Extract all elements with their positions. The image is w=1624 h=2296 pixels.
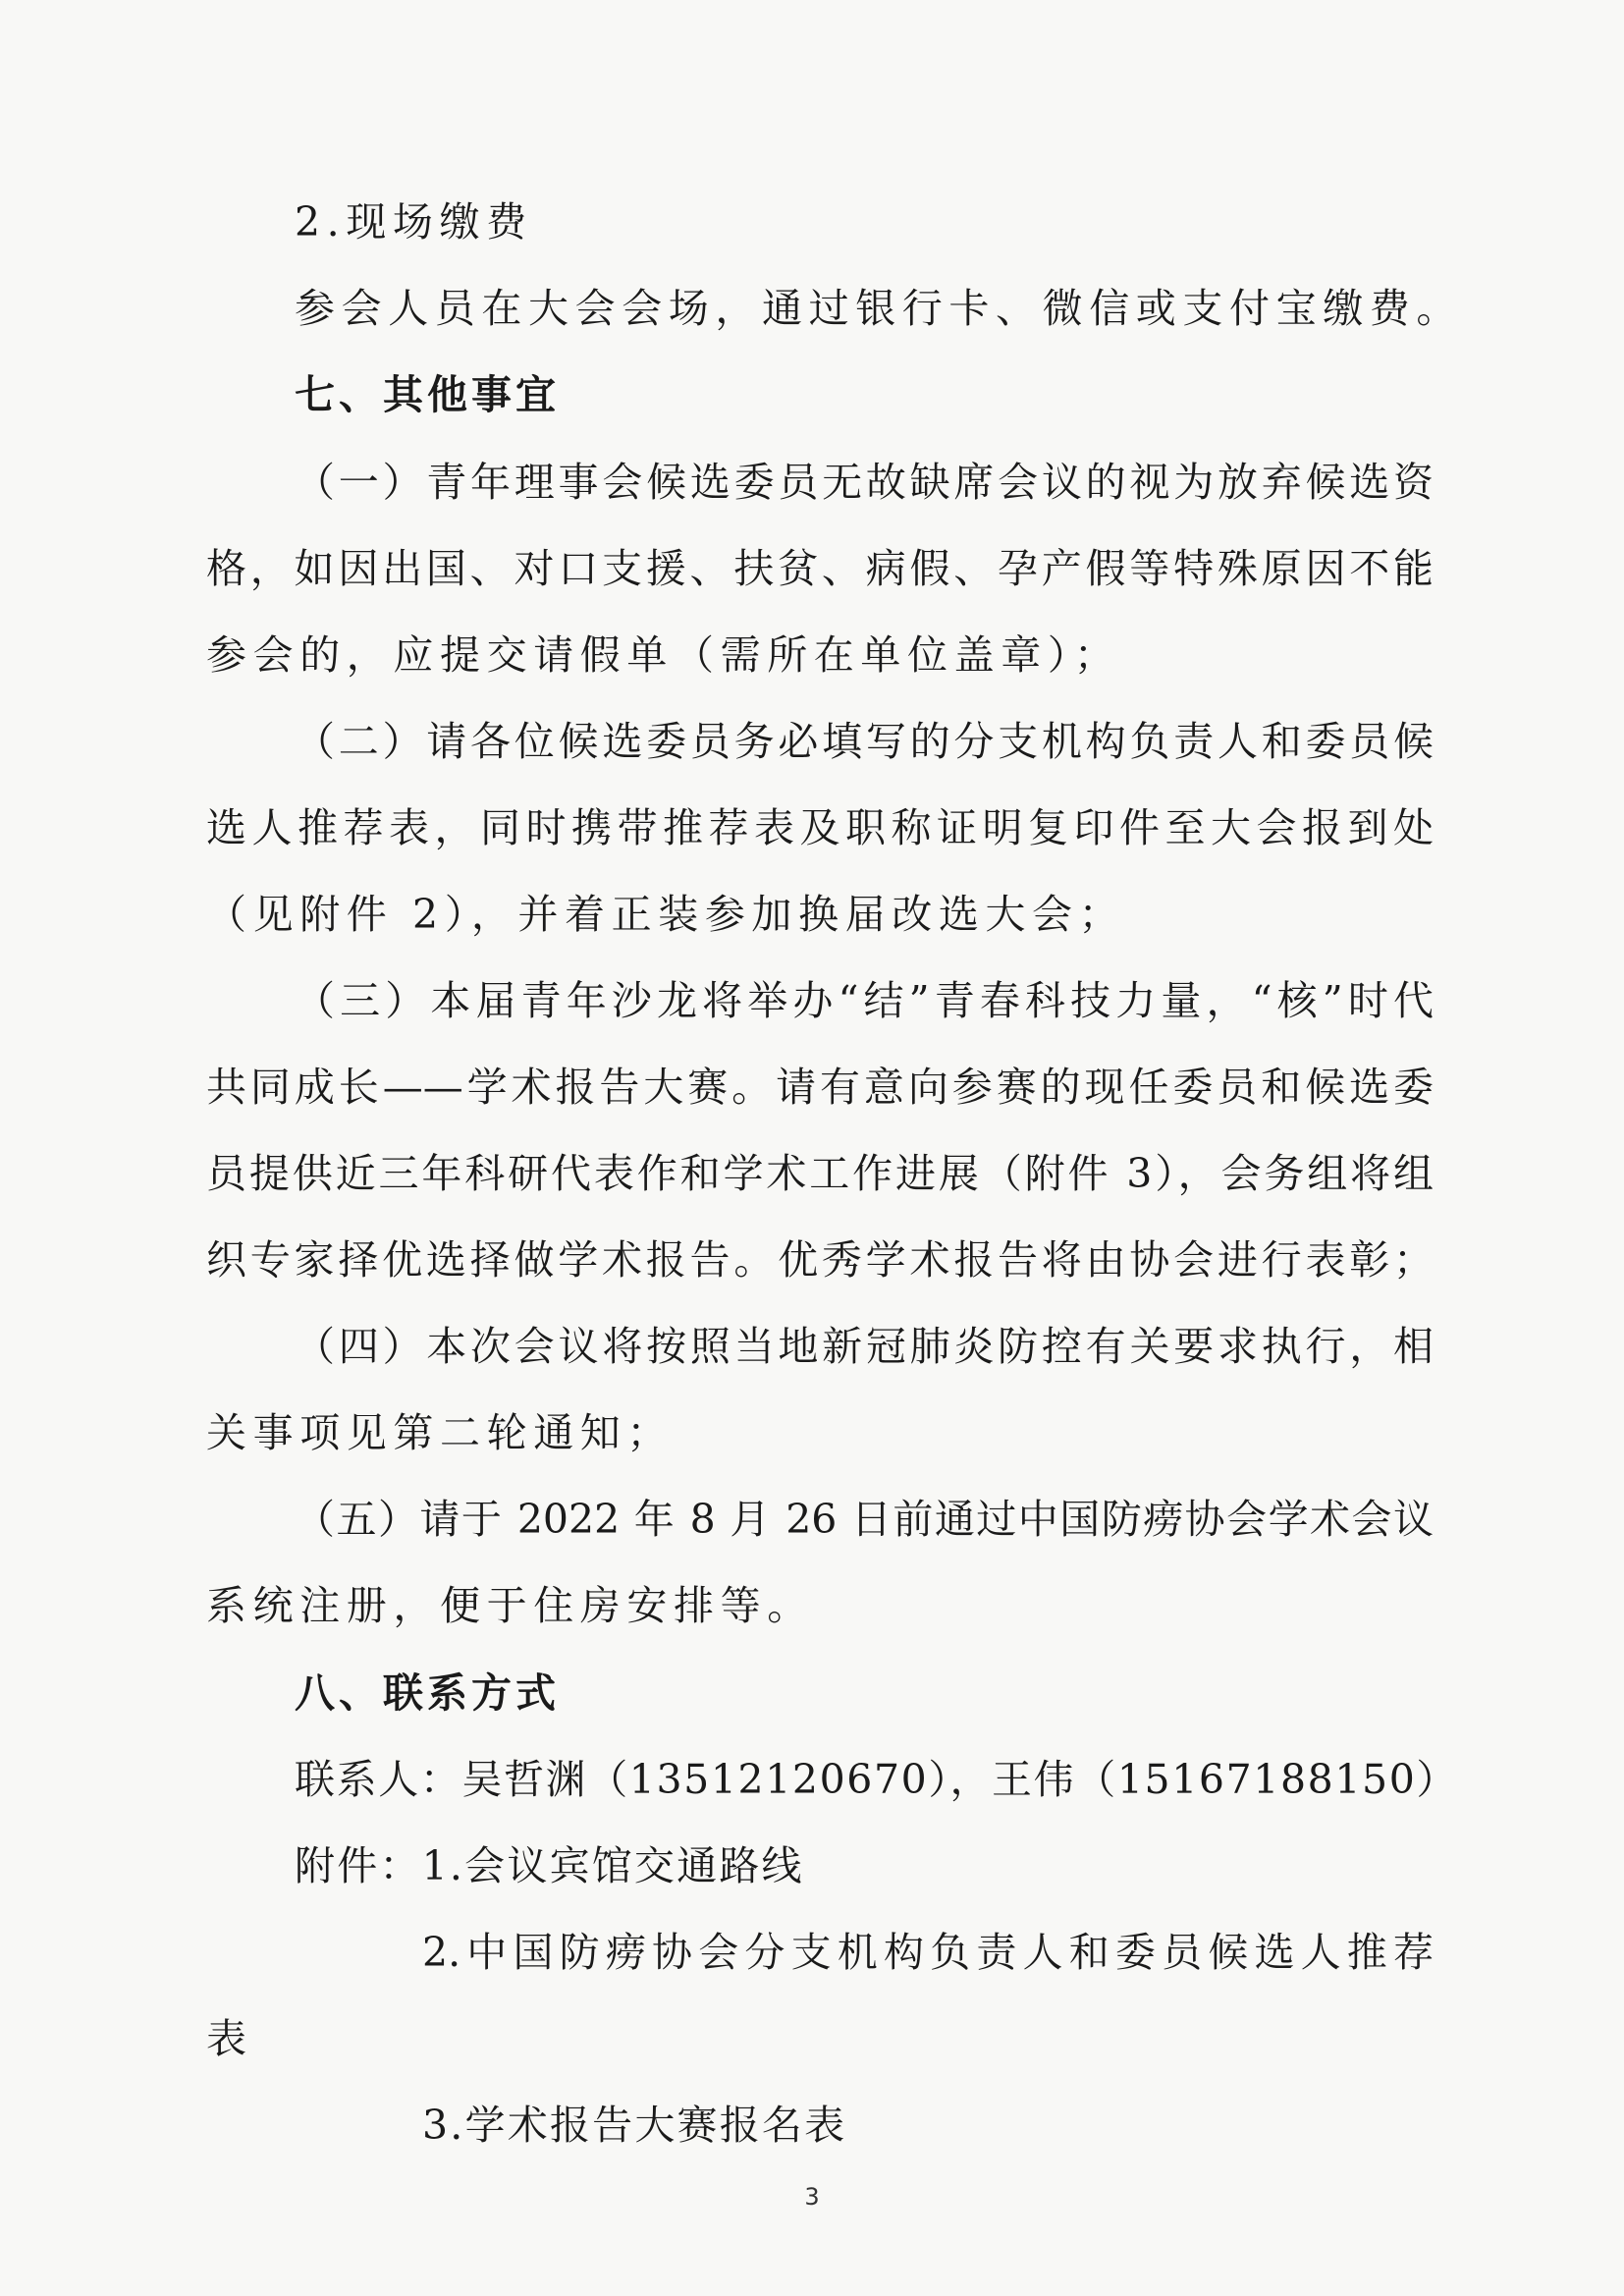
onsite-payment-text: 参会人员在大会会场，通过银行卡、微信或支付宝缴费。 <box>295 285 1463 332</box>
item-1-line-3: 参会的，应提交请假单（需所在单位盖章）； <box>206 631 1121 679</box>
contact-persons: 联系人：吴哲渊（13512120670），王伟（15167188150） <box>295 1756 1458 1803</box>
item-4-line-1: （四）本次会议将按照当地新冠肺炎防控有关要求执行，相 <box>295 1323 1434 1370</box>
attachment-2-line-2: 表 <box>206 2015 253 2062</box>
item-3-line-2: 共同成长——学术报告大赛。请有意向参赛的现任委员和候选委 <box>206 1064 1434 1111</box>
item-2-line-3: （见附件 2），并着正装参加换届改选大会； <box>206 891 1126 938</box>
attachment-1: 附件：1.会议宾馆交通路线 <box>295 1842 804 1889</box>
item-5-line-1: （五）请于 2022 年 8 月 26 日前通过中国防痨协会学术会议 <box>295 1496 1434 1543</box>
item-4-line-2: 关事项见第二轮通知； <box>206 1409 674 1456</box>
item-3-line-3: 员提供近三年科研代表作和学术工作进展（附件 3），会务组将组 <box>206 1150 1434 1197</box>
item-2-line-1: （二）请各位候选委员务必填写的分支机构负责人和委员候 <box>295 718 1434 765</box>
item-3-line-1: （三）本届青年沙龙将举办“结”青春科技力量，“核”时代 <box>295 977 1434 1024</box>
subsection-onsite-payment: 2.现场缴费 <box>295 198 533 246</box>
item-1-line-1: （一）青年理事会候选委员无故缺席会议的视为放弃候选资 <box>295 459 1434 506</box>
section-heading-contact: 八、联系方式 <box>295 1669 560 1717</box>
item-3-line-4: 织专家择优选择做学术报告。优秀学术报告将由协会进行表彰； <box>206 1236 1434 1284</box>
page-number: 3 <box>804 2183 820 2211</box>
attachment-3: 3.学术报告大赛报名表 <box>422 2102 847 2149</box>
item-5-line-2: 系统注册，便于住房安排等。 <box>206 1582 814 1629</box>
section-heading-other-matters: 七、其他事宜 <box>295 371 560 418</box>
item-1-line-2: 格，如因出国、对口支援、扶贫、病假、孕产假等特殊原因不能 <box>206 545 1434 592</box>
item-2-line-2: 选人推荐表，同时携带推荐表及职称证明复印件至大会报到处 <box>206 804 1434 851</box>
attachment-2-line-1: 2.中国防痨协会分支机构负责人和委员候选人推荐 <box>422 1929 1434 1976</box>
